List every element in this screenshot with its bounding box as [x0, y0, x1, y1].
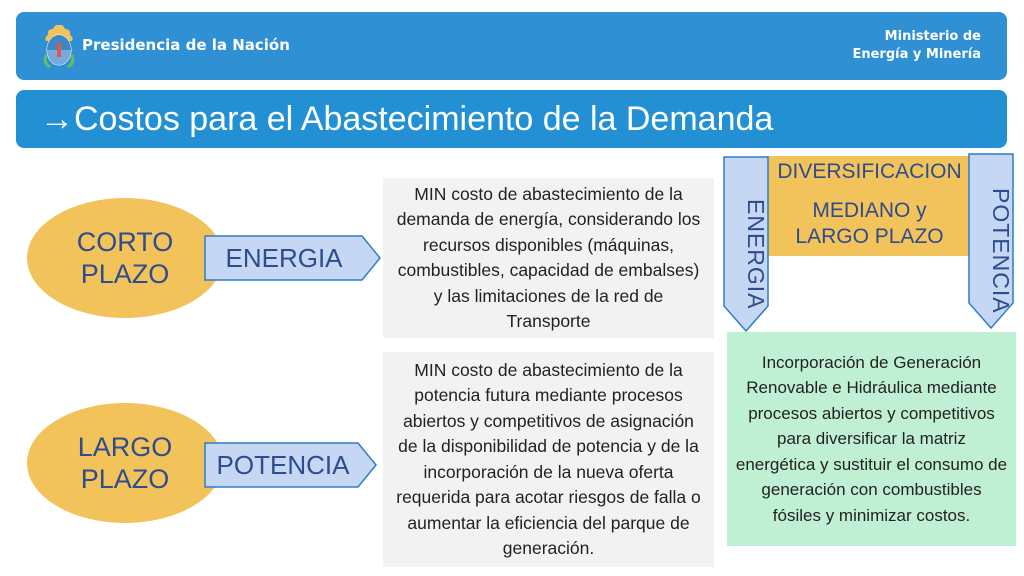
diversificacion-subtitle-line2: LARGO PLAZO	[795, 225, 944, 248]
org-presidencia: Presidencia de la Nación	[82, 36, 290, 54]
potencia-arrow	[204, 442, 378, 488]
energia-description-box	[383, 178, 714, 338]
diversificacion-subtitle	[767, 198, 972, 250]
energia-description-text: MIN costo de abastecimiento de la demanda de energía, considerando los recursos disponibles (máquinas, combustibles, capacidad de embalses) y las limitaciones de la red de Transporte	[396, 183, 701, 331]
largo-plazo-line2: PLAZO	[80, 464, 170, 494]
renovable-description-text: Incorporación de Generación Renovable e Hidráulica mediante procesos abiertos y competitivos para diversificar la matriz energética y sustituir el consumo de generación con combustibles fósiles y minimizar costos.	[735, 352, 1008, 525]
potencia-vertical-label: POTENCIA	[988, 188, 1014, 314]
diversificacion-box	[767, 156, 972, 256]
org-ministerio-line2: Energía y Minería	[852, 47, 981, 62]
renovable-description-box	[727, 332, 1016, 546]
energia-vertical-label: ENERGIA	[743, 198, 769, 310]
largo-plazo-line1: LARGO	[77, 432, 173, 462]
largo-plazo-ellipse	[27, 403, 223, 523]
org-ministerio	[852, 28, 981, 64]
energia-arrow-label: ENERGIA	[225, 242, 343, 273]
diversificacion-title: DIVERSIFICACION	[777, 160, 962, 183]
potencia-description-text: MIN costo de abastecimiento de la potencia futura mediante procesos abiertos y competitivos de asignación de la disponibilidad de potencia y de la incorporación de la nueva oferta requerida para acotar riesgos de falla o aumentar la eficiencia del parque de generación.	[396, 359, 701, 558]
org-ministerio-line1: Ministerio de	[884, 29, 981, 44]
corto-plazo-line1: CORTO	[76, 227, 174, 257]
argentina-coat-of-arms-icon	[42, 23, 76, 69]
page-title: →Costos para el Abastecimiento de la Demanda	[16, 90, 1007, 148]
header-bar	[16, 12, 1007, 80]
corto-plazo-line2: PLAZO	[80, 259, 170, 289]
corto-plazo-ellipse	[27, 198, 223, 318]
potencia-arrow-label: POTENCIA	[216, 449, 350, 480]
energia-vertical-arrow	[723, 156, 769, 332]
potencia-description-box	[383, 352, 714, 567]
energia-arrow	[204, 235, 382, 281]
diversificacion-subtitle-line1: MEDIANO y	[812, 199, 927, 222]
potencia-vertical-arrow	[968, 153, 1014, 329]
